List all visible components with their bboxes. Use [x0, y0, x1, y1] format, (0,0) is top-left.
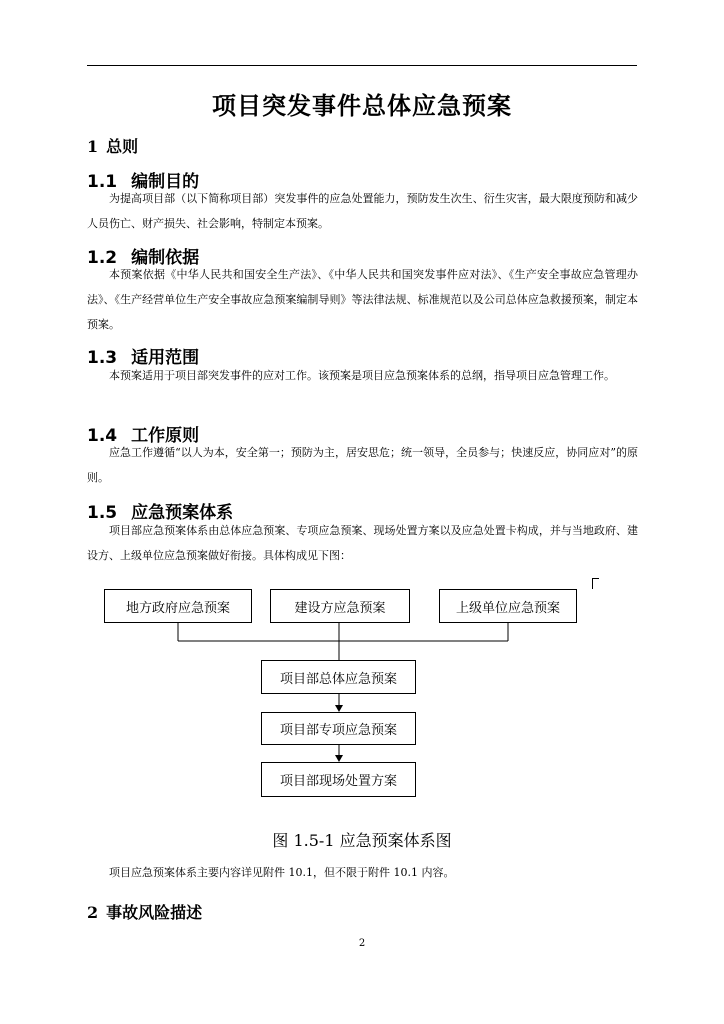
- chapter-2-label: 事故风险描述: [106, 903, 203, 922]
- section-1-3-label: 适用范围: [131, 348, 200, 368]
- chapter-1-label: 总则: [106, 137, 139, 156]
- box-owner-plan: 建设方应急预案: [270, 589, 410, 623]
- section-1-4-text: 应急工作遵循“以人为本，安全第一；预防为主，居安思危；统一领导，全员参与；快速反应，协同应对”的原则。: [87, 446, 638, 484]
- section-1-3-number: 1.3: [87, 348, 118, 368]
- section-1-2-number: 1.2: [87, 248, 118, 268]
- arrow-head-special-onsite: [335, 755, 343, 762]
- section-1-1-text: 为提高项目部（以下简称项目部）突发事件的应急处置能力，预防发生次生、衍生灾害，最大限度预防和减少人员伤亡、财产损失、社会影响，特制定本预案。: [87, 192, 638, 230]
- chapter-1-heading: [87, 134, 138, 157]
- section-1-1-label: 编制目的: [131, 172, 200, 192]
- section-1-4-label: 工作原则: [131, 426, 200, 446]
- page-number: 2: [358, 938, 366, 949]
- header-rule: [87, 65, 637, 66]
- chapter-2-heading: [87, 900, 202, 923]
- section-1-4-number: 1.4: [87, 426, 118, 446]
- box-project-onsite-plan: 项目部现场处置方案: [261, 762, 416, 797]
- section-1-2-label: 编制依据: [131, 248, 200, 268]
- section-1-5-label: 应急预案体系: [131, 503, 234, 523]
- box-superior-unit-plan: 上级单位应急预案: [439, 589, 577, 623]
- box-project-overall-plan: 项目部总体应急预案: [261, 660, 416, 694]
- after-figure-text: 项目应急预案体系主要内容详见附件 10.1，但不限于附件 10.1 内容。: [109, 866, 455, 879]
- chapter-1-number: 1: [87, 137, 99, 156]
- box-local-government-plan: 地方政府应急预案: [104, 589, 252, 623]
- section-1-2-text: 本预案依据《中华人民共和国安全生产法》、《中华人民共和国突发事件应对法》、《生产安全事故应急管理办法》、《生产经营单位生产安全事故应急预案编制导则》等法律法规、标准规范以及公司总体应急救援预案，制定本预案。: [87, 268, 638, 331]
- box-project-special-plan: 项目部专项应急预案: [261, 712, 416, 745]
- section-1-1-number: 1.1: [87, 172, 118, 192]
- document-title: 项目突发事件总体应急预案: [212, 92, 512, 120]
- chapter-2-number: 2: [87, 903, 99, 922]
- section-1-3-text: 本预案适用于项目部突发事件的应对工作。该预案是项目应急预案体系的总纲，指导项目应急管理工作。: [109, 369, 615, 382]
- figure-caption: 图 1.5-1 应急预案体系图: [272, 831, 452, 850]
- section-1-5-text: 项目部应急预案体系由总体应急预案、专项应急预案、现场处置方案以及应急处置卡构成，并与当地政府、建设方、上级单位应急预案做好衔接。具体构成见下图：: [87, 524, 638, 562]
- section-1-5-number: 1.5: [87, 503, 118, 523]
- corner-marker: [592, 578, 599, 589]
- arrow-head-overall-special: [335, 705, 343, 712]
